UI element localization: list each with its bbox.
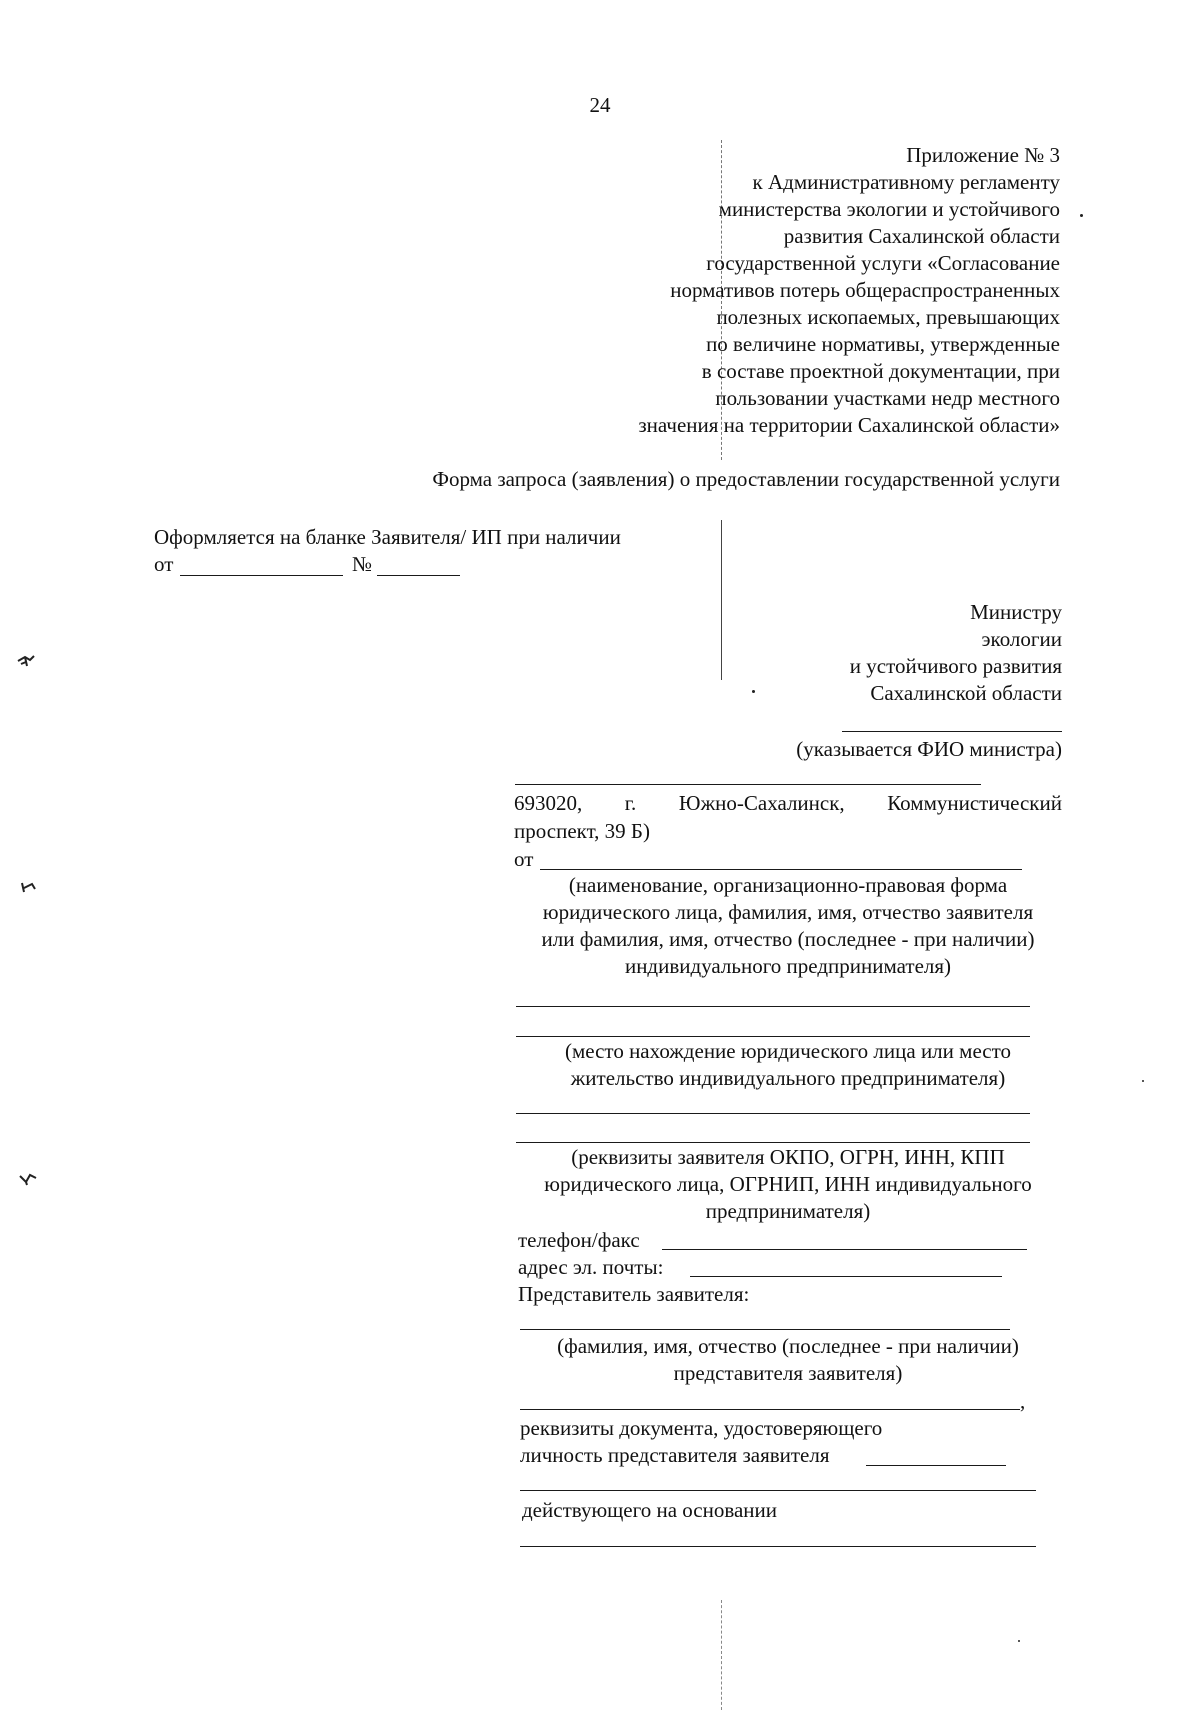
- basis-label: действующего на основании: [522, 1498, 778, 1522]
- minister-fio-caption: (указывается ФИО министра): [796, 737, 1062, 761]
- scan-blot: [20, 880, 38, 894]
- representative-extra-line: [520, 1409, 1020, 1410]
- scan-blot: [16, 654, 36, 668]
- appendix-line: нормативов потерь общераспространенных: [670, 278, 1060, 302]
- basis-field-line: [520, 1546, 1036, 1547]
- appendix-line: развития Сахалинской области: [783, 224, 1060, 248]
- address-city-prefix: г.: [624, 791, 637, 815]
- email-field-line: [690, 1276, 1002, 1277]
- appendix-line: Приложение № 3: [906, 143, 1060, 167]
- requisites-caption-line: предпринимателя): [705, 1199, 871, 1223]
- blank-note: Оформляется на бланке Заявителя/ ИП при наличии: [154, 525, 621, 549]
- location-line-2: [516, 1036, 1030, 1037]
- appendix-line: государственной услуги «Согласование: [706, 251, 1060, 275]
- address-line-2: проспект, 39 Б): [514, 819, 650, 843]
- applicant-caption-line: индивидуального предпринимателя): [624, 954, 952, 978]
- location-line-1: [516, 1006, 1030, 1007]
- from-date-label: от: [154, 552, 174, 576]
- addressee-line: и устойчивого развития: [849, 654, 1062, 678]
- requisites-line-2: [516, 1142, 1030, 1143]
- scan-speck: [1018, 1640, 1020, 1642]
- id-document-label-2: личность представителя заявителя: [520, 1443, 830, 1467]
- phone-field-line: [662, 1249, 1027, 1250]
- address-street: Коммунистический: [887, 791, 1062, 815]
- requisites-caption-line: юридического лица, ОГРНИП, ИНН индивидуального: [544, 1172, 1032, 1196]
- number-field-line: [377, 575, 460, 576]
- requisites-line-1: [516, 1113, 1030, 1114]
- scan-fold-line: [721, 1600, 722, 1710]
- addressee-line: экологии: [981, 627, 1062, 651]
- date-field-line: [180, 575, 343, 576]
- applicant-from-label: от: [514, 847, 534, 871]
- address-city: Южно-Сахалинск,: [678, 791, 845, 815]
- appendix-line: по величине нормативы, утвержденные: [706, 332, 1060, 356]
- address-line-1: [514, 790, 1062, 816]
- appendix-line: министерства экологии и устойчивого: [718, 197, 1060, 221]
- representative-comma: ,: [1020, 1389, 1026, 1413]
- number-label: №: [352, 552, 373, 576]
- email-label: адрес эл. почты:: [518, 1255, 664, 1279]
- id-document-label: реквизиты документа, удостоверяющего: [520, 1416, 883, 1440]
- scan-speck: [1142, 1080, 1144, 1082]
- address-postcode: 693020,: [514, 791, 583, 815]
- scan-blot: [18, 1172, 38, 1186]
- applicant-name-line: [540, 869, 1022, 870]
- representative-name-line: [520, 1329, 1010, 1330]
- location-caption-line: жительство индивидуального предпринимателя): [570, 1066, 1006, 1090]
- id-document-field-line: [866, 1465, 1006, 1466]
- appendix-line: в составе проектной документации, при: [701, 359, 1060, 383]
- appendix-line: к Административному регламенту: [752, 170, 1060, 194]
- addressee-line: Сахалинской области: [870, 681, 1062, 705]
- applicant-caption-line: (наименование, организационно-правовая форма: [568, 873, 1008, 897]
- representative-caption-line: представителя заявителя): [673, 1361, 903, 1385]
- form-title: Форма запроса (заявления) о предоставлении государственной услуги: [432, 467, 1060, 491]
- applicant-caption-line: юридического лица, фамилия, имя, отчество заявителя: [542, 900, 1034, 924]
- page-number: 24: [589, 93, 611, 117]
- phone-label: телефон/факс: [518, 1228, 640, 1252]
- minister-fio-line: [842, 731, 1062, 732]
- requisites-caption-line: (реквизиты заявителя ОКПО, ОГРН, ИНН, КПП: [571, 1145, 1005, 1169]
- appendix-line: полезных ископаемых, превышающих: [716, 305, 1060, 329]
- appendix-line: значения на территории Сахалинской области»: [638, 413, 1060, 437]
- address-top-line: [515, 784, 981, 785]
- representative-caption-line: (фамилия, имя, отчество (последнее - при наличии): [557, 1334, 1019, 1358]
- appendix-line: пользовании участками недр местного: [715, 386, 1060, 410]
- scan-speck: [1080, 214, 1083, 217]
- applicant-caption-line: или фамилия, имя, отчество (последнее - при наличии): [541, 927, 1035, 951]
- location-caption-line: (место нахождение юридического лица или место: [564, 1039, 1012, 1063]
- id-document-line-2: [520, 1490, 1036, 1491]
- addressee-line: Министру: [970, 600, 1062, 624]
- representative-label: Представитель заявителя:: [518, 1282, 750, 1306]
